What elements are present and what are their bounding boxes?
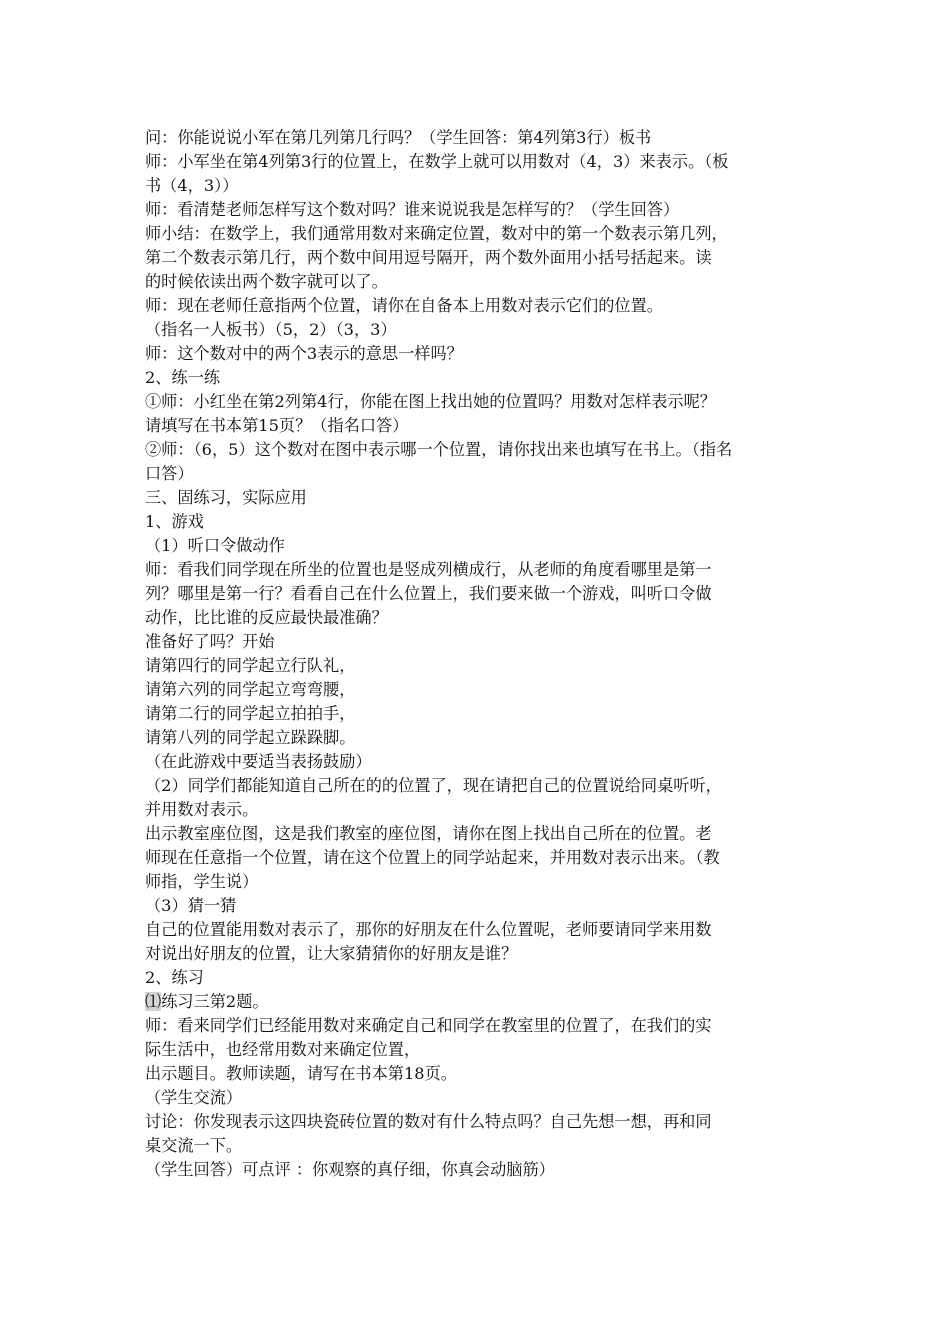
- text-line: （指名一人板书）（5，2）（3，3）: [145, 320, 397, 339]
- text-line: 准备好了吗？开始: [145, 632, 275, 651]
- text-line: 师小结：在数学上，我们通常用数对来确定位置，数对中的第一个数表示第几列，: [145, 224, 728, 243]
- exercise-line: [145, 990, 835, 1014]
- text-line: ①师：小红坐在第2列第4行，你能在图上找出她的位置吗？用数对怎样表示呢？: [145, 392, 716, 411]
- text-line: 请第六列的同学起立弯弯腰，: [145, 680, 356, 699]
- section-heading: 2、练一练: [145, 368, 221, 387]
- text-line: 师：看我们同学现在所坐的位置也是竖成列横成行，从老师的角度看哪里是第一: [145, 560, 712, 579]
- section-heading: 1、游戏: [145, 512, 204, 531]
- text-line: 请第八列的同学起立跺跺脚。: [145, 728, 356, 747]
- text-line: （学生交流）: [145, 1088, 243, 1107]
- text-line: 师：现在老师任意指两个位置，请你在自备本上用数对表示它们的位置。: [145, 296, 663, 315]
- text-line: 动作，比比谁的反应最快最准确？: [145, 608, 388, 627]
- text-line: ②师：（6，5）这个数对在图中表示哪一个位置，请你找出来也填写在书上。（指名: [145, 440, 733, 459]
- text-line: 并用数对表示。: [145, 800, 259, 819]
- text-line: 请第四行的同学起立行队礼，: [145, 656, 356, 675]
- text-line: 请第二行的同学起立拍拍手，: [145, 704, 356, 723]
- text-line: 的时候依读出两个数字就可以了。: [145, 272, 388, 291]
- text-line: 际生活中，也经常用数对来确定位置，: [145, 1040, 421, 1059]
- section-heading: 2、练习: [145, 968, 204, 987]
- document-page: [145, 126, 835, 1182]
- text-line: （1）听口令做动作: [145, 536, 285, 555]
- text-line: （学生回答）可点评 ：你观察的真仔细，你真会动脑筋）: [145, 1160, 555, 1179]
- section-heading: 三、固练习，实际应用: [145, 488, 307, 507]
- text-line: 书（4，3））: [145, 176, 239, 195]
- text-line: 问：你能说说小军在第几列第几行吗？（学生回答：第4列第3行）板书: [145, 128, 652, 147]
- text-line: 师：小军坐在第4列第3行的位置上，在数学上就可以用数对（4，3）来表示。（板: [145, 152, 729, 171]
- exercise-text: 练习三第2题。: [161, 992, 269, 1011]
- text-line: 师：看来同学们已经能用数对来确定自己和同学在教室里的位置了，在我们的实: [145, 1016, 712, 1035]
- text-line: 列？哪里是第一行？看看自己在什么位置上，我们要来做一个游戏，叫听口令做: [145, 584, 712, 603]
- text-line: 讨论：你发现表示这四块瓷砖位置的数对有什么特点吗？自己先想一想，再和同: [145, 1112, 712, 1131]
- text-line: （2）同学们都能知道自己所在的的位置了，现在请把自己的位置说给同桌听听，: [145, 776, 722, 795]
- text-line: 师现在任意指一个位置，请在这个位置上的同学站起来，并用数对表示出来。（教: [145, 848, 720, 867]
- text-line: （在此游戏中要适当表扬鼓励）: [145, 752, 372, 771]
- highlighted-marker: ⑴: [145, 992, 162, 1011]
- text-line: 师：这个数对中的两个3表示的意思一样吗？: [145, 344, 463, 363]
- text-line: 出示题目。教师读题，请写在书本第18页。: [145, 1064, 457, 1083]
- text-line: 出示教室座位图，这是我们教室的座位图，请你在图上找出自己所在的位置。老: [145, 824, 712, 843]
- text-line: 口答）: [145, 464, 194, 483]
- text-line: 自己的位置能用数对表示了，那你的好朋友在什么位置呢，老师要请同学来用数: [145, 920, 712, 939]
- text-line: 桌交流一下。: [145, 1136, 243, 1155]
- text-line: 师指，学生说）: [145, 872, 259, 891]
- text-line: 请填写在书本第15页？（指名口答）: [145, 416, 409, 435]
- text-line: 师：看清楚老师怎样写这个数对吗？谁来说说我是怎样写的？（学生回答）: [145, 200, 680, 219]
- text-line: （3）猜一猜: [145, 896, 237, 915]
- text-line: 对说出好朋友的位置，让大家猜猜你的好朋友是谁？: [145, 944, 518, 963]
- text-line: 第二个数表示第几行，两个数中间用逗号隔开，两个数外面用小括号括起来。读: [145, 248, 712, 267]
